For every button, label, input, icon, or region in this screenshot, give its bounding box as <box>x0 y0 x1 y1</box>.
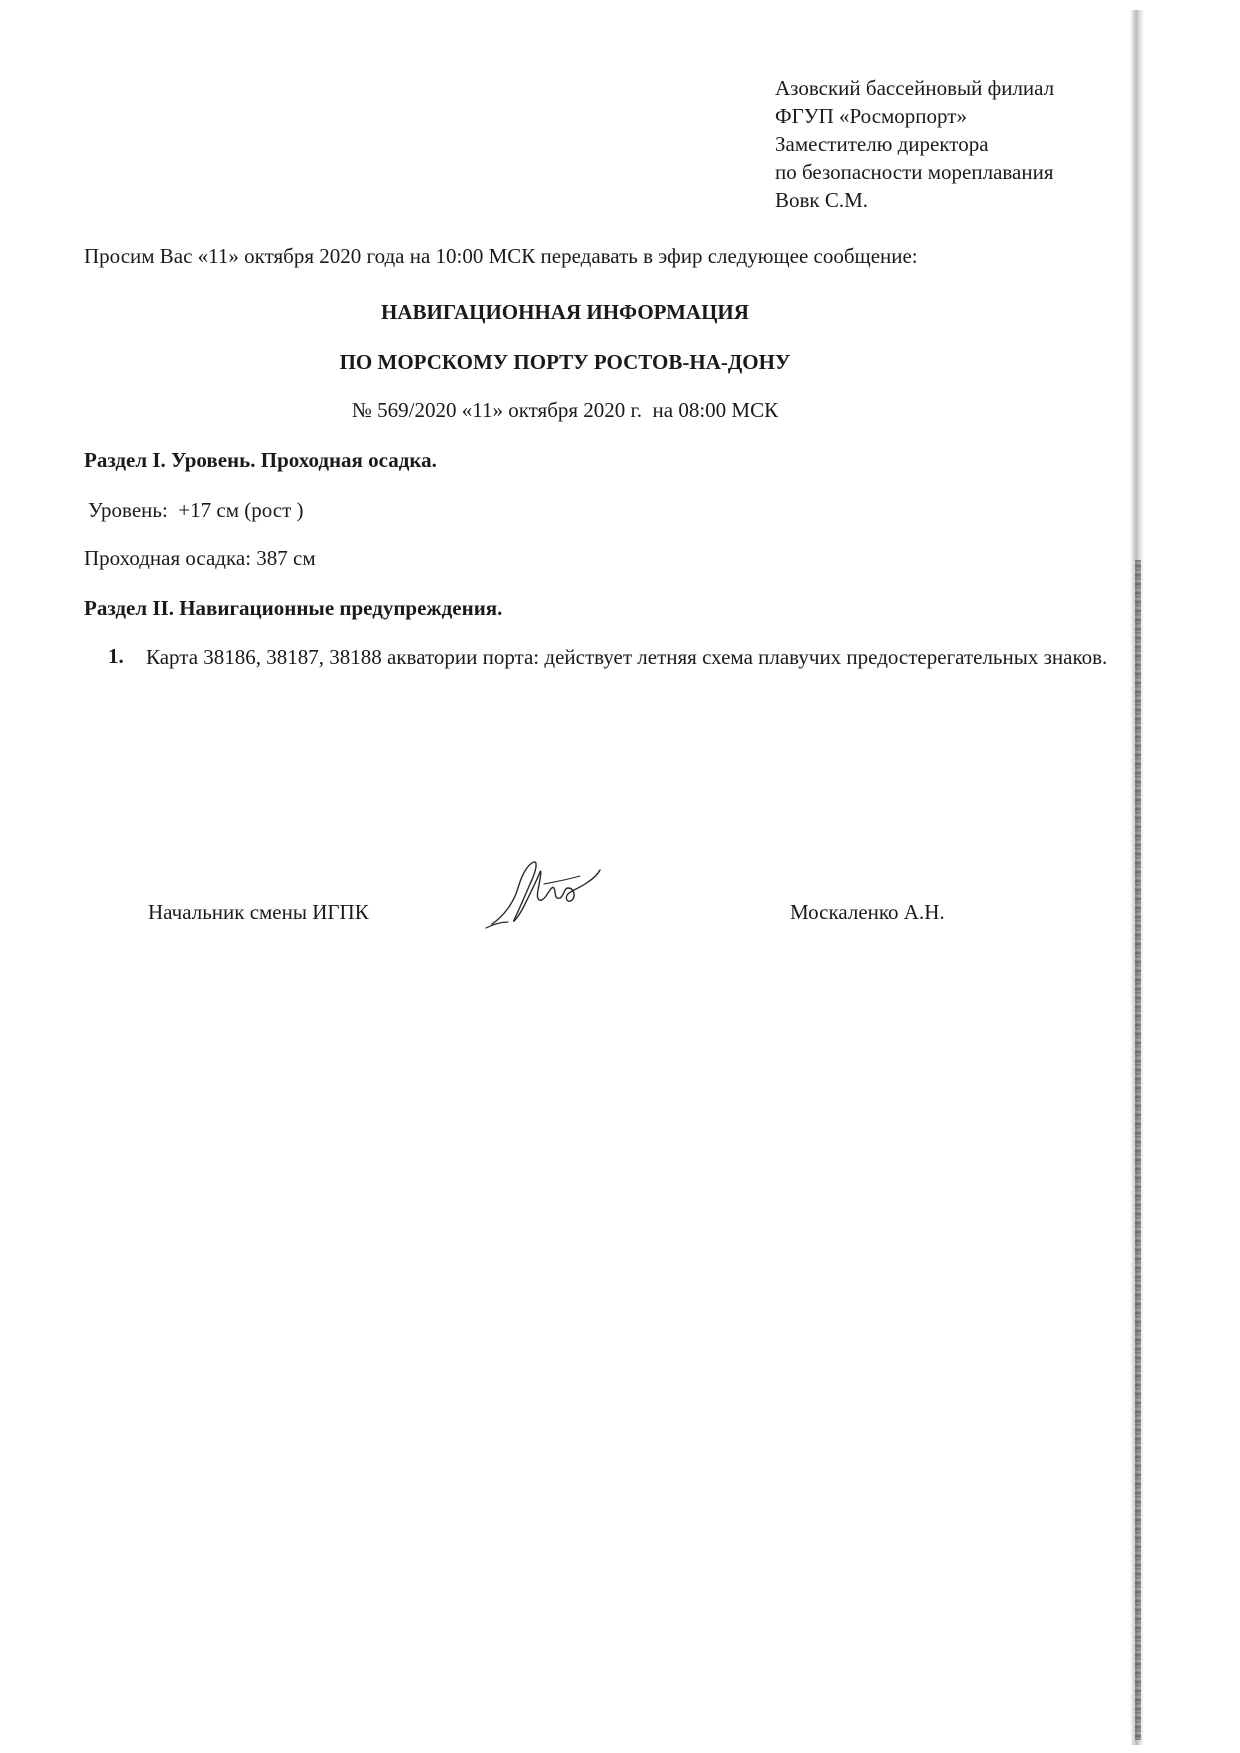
scan-artifact-dark <box>1135 560 1141 1740</box>
addressee-block <box>775 74 1054 214</box>
section-1-heading: Раздел I. Уровень. Проходная осадка. <box>84 448 437 472</box>
addressee-line: Заместителю директора <box>775 132 989 156</box>
passage-draft: Проходная осадка: 387 см <box>84 546 316 570</box>
addressee-line: Вовк С.М. <box>775 188 869 212</box>
list-item-number: 1. <box>108 644 124 668</box>
signatory-name: Москаленко А.Н. <box>790 900 945 924</box>
addressee-line: по безопасности мореплавания <box>775 160 1054 184</box>
warning-list-item <box>108 644 1163 671</box>
section-2-heading: Раздел II. Навигационные предупреждения. <box>84 596 503 620</box>
document-number: № 569/2020 «11» октября 2020 г. на 08:00 МСК <box>351 398 779 422</box>
list-item-text: Карта 38186, 38187, 38188 акватории порта: действует летняя схема плавучих предостерегательных знаков. <box>146 645 1108 669</box>
handwritten-signature <box>484 858 604 930</box>
addressee-line: ФГУП «Росморпорт» <box>775 104 967 128</box>
signatory-position: Начальник смены ИГПК <box>148 900 369 924</box>
request-text: Просим Вас «11» октября 2020 года на 10:00 МСК передавать в эфир следующее сообщение: <box>84 244 918 268</box>
document-subtitle: ПО МОРСКОМУ ПОРТУ РОСТОВ-НА-ДОНУ <box>339 350 791 374</box>
document-title: НАВИГАЦИОННАЯ ИНФОРМАЦИЯ <box>381 300 749 324</box>
addressee-line: Азовский бассейновый филиал <box>775 76 1055 100</box>
water-level: Уровень: +17 см (рост ) <box>88 498 304 522</box>
